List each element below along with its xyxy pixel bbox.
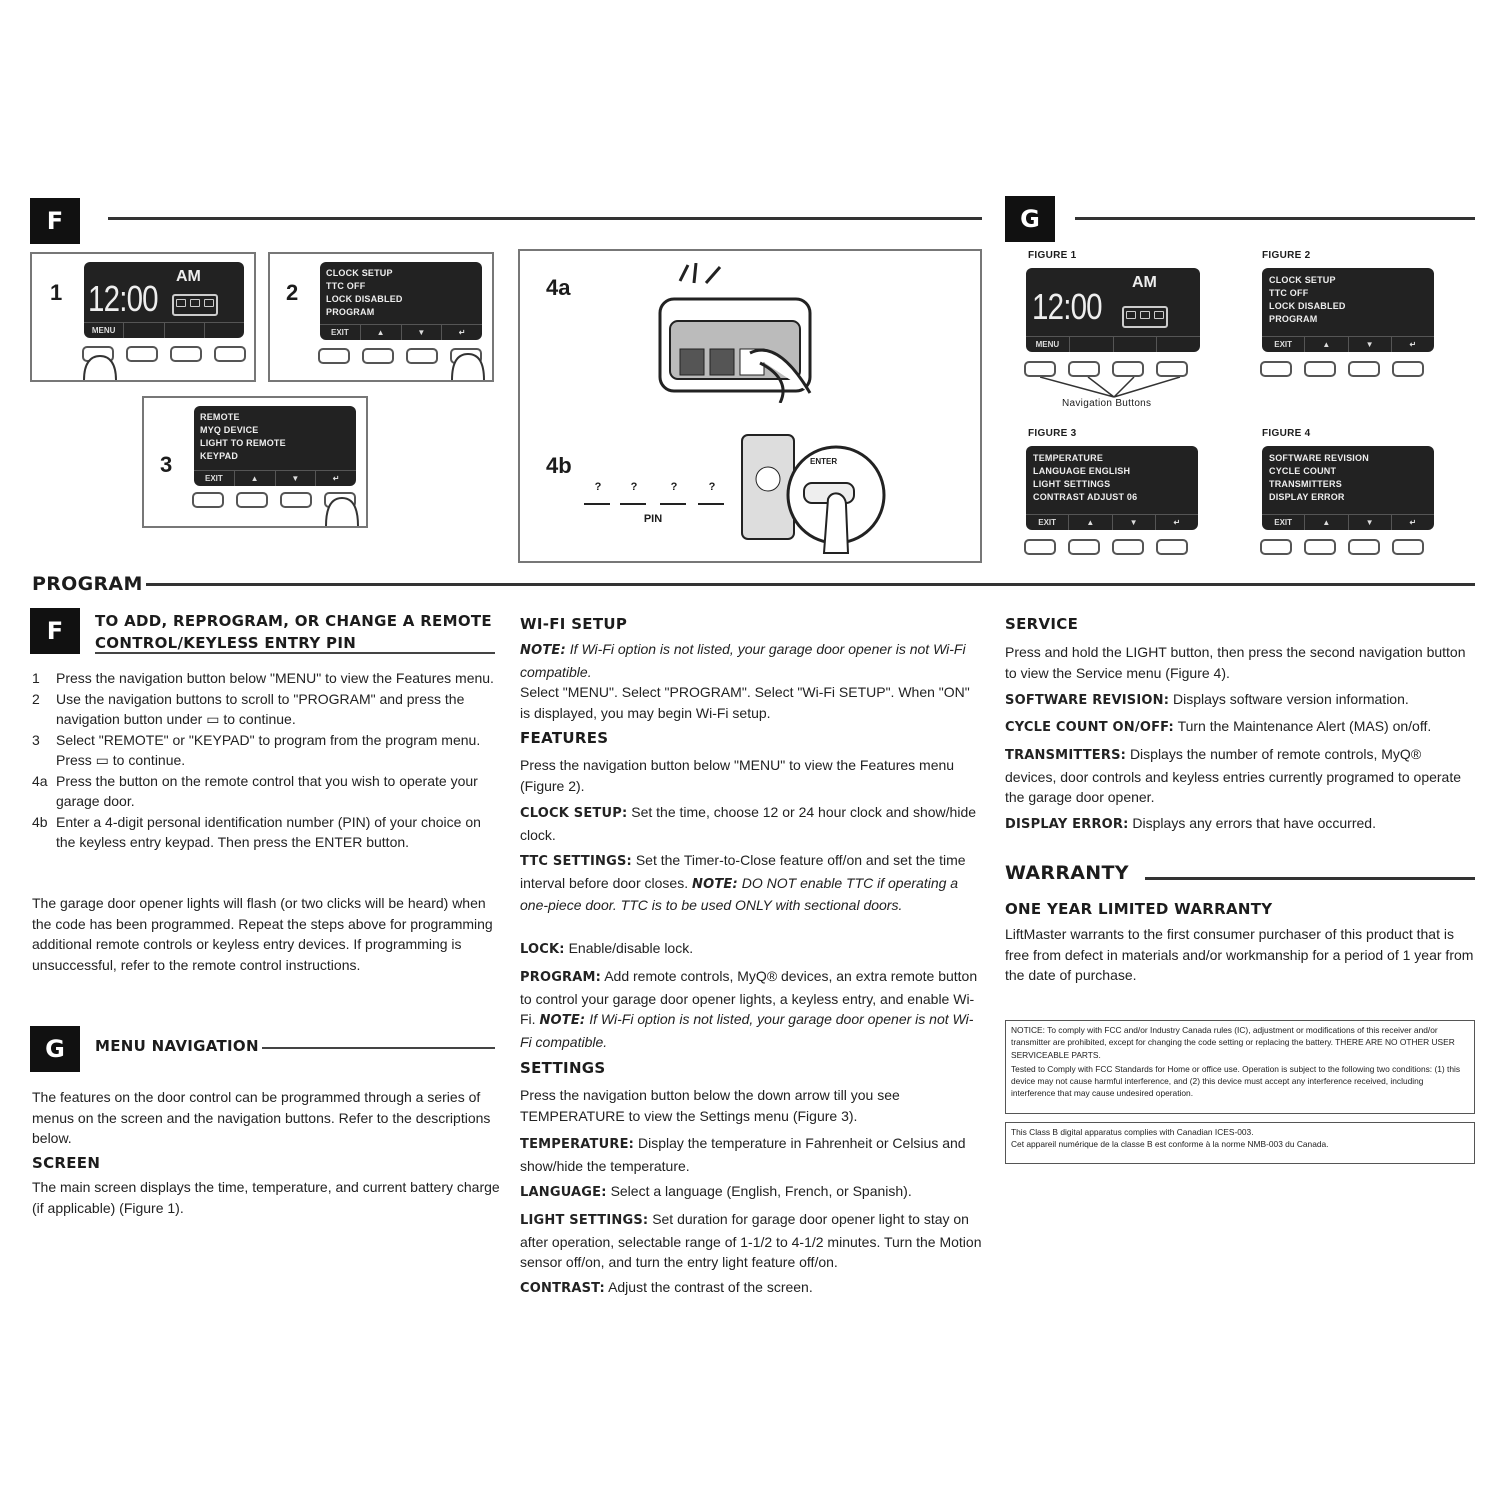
pin-label: PIN <box>643 513 663 525</box>
lcd-exit-label: EXIT <box>320 325 361 340</box>
contrast-item: CONTRAST: Adjust the contrast of the screen. <box>520 1279 813 1296</box>
program-title: PROGRAM <box>32 573 143 595</box>
step-item: 2 Use the navigation buttons to scroll to "PROGRAM" and press the navigation button under ▭ to continue. <box>32 690 465 727</box>
program-steps-list <box>32 668 500 853</box>
enter-icon: ↵ <box>1409 518 1417 527</box>
col1-g-badge: G <box>30 1026 80 1072</box>
language-item: LANGUAGE: Select a language (English, French, or Spanish). <box>520 1183 912 1200</box>
lcd-line: TEMPERATURE <box>1033 453 1104 463</box>
enter-icon: ↵ <box>332 474 340 483</box>
nav-buttons-caption: Navigation Buttons <box>1062 398 1152 409</box>
clock-setup-item: CLOCK SETUP: Set the time, choose 12 or 24 hour clock and show/hide clock. <box>520 804 977 843</box>
step-item: 3 Select "REMOTE" or "KEYPAD" to program from the program menu. Press ▭ to continue. <box>32 731 481 768</box>
remote-control-hand-illustration <box>640 263 850 403</box>
step4a-number: 4a <box>546 275 571 300</box>
menu-navigation-heading: MENU NAVIGATION <box>95 1037 259 1055</box>
step2-number: 2 <box>286 280 299 305</box>
lcd-nav-bar <box>1262 514 1434 530</box>
f-heading-line1: TO ADD, REPROGRAM, OR CHANGE A REMOTE <box>95 612 492 630</box>
lcd-exit-label: EXIT <box>1262 337 1305 352</box>
step-item: 1 Press the navigation button below "MENU" to view the Features menu. <box>32 670 494 686</box>
f-heading-line2: CONTROL/KEYLESS ENTRY PIN <box>95 634 357 652</box>
lcd-nav-bar <box>1262 336 1434 352</box>
col1-f-badge: F <box>30 608 80 654</box>
nav-buttons <box>1024 361 1188 377</box>
lcd-line: PROGRAM <box>326 307 375 317</box>
pin-blank <box>620 503 646 505</box>
enter-icon: ↵ <box>458 328 466 337</box>
lcd-line: CYCLE COUNT <box>1269 466 1337 476</box>
ttc-settings-item: TTC SETTINGS: Set the Timer-to-Close feature off/on and set the time interval before door closes. NOTE: DO NOT enable TTC if operating a one-piece door. TTC is to be used ONLY with sectional doors. <box>520 852 966 913</box>
settings-text: Press the navigation button below the down arrow till you see TEMPERATURE to view the Settings menu (Figure 3). <box>520 1087 900 1124</box>
step-item: 4a Press the button on the remote control that you wish to operate your garage door. <box>32 772 478 809</box>
lcd-line: SOFTWARE REVISION <box>1269 453 1369 463</box>
warranty-text: LiftMaster warrants to the first consumer purchaser of this product that is free from defect in materials and/or workmanship for a period of 1 year from the date of purchase. <box>1005 926 1474 983</box>
step4b-number: 4b <box>546 453 572 478</box>
section-f-rule <box>108 217 982 220</box>
lcd-line: CLOCK SETUP <box>326 268 393 278</box>
wifi-heading: WI-FI SETUP <box>520 615 628 633</box>
light-settings-item: LIGHT SETTINGS: Set duration for garage door opener light to stay on after operation, selectable range of 1-1/2 to 4-1/2 minutes. Turn the Motion sensor off/on, and turn the entry light feature off/on. <box>520 1211 982 1270</box>
step3-figure <box>142 396 368 528</box>
warranty-subheading: ONE YEAR LIMITED WARRANTY <box>1005 900 1273 918</box>
nav-buttons <box>1024 539 1188 555</box>
lcd-line: TTC OFF <box>326 281 366 291</box>
figure4-title: FIGURE 4 <box>1262 428 1311 439</box>
lcd-time: 12:00 <box>88 278 158 319</box>
menu-navigation-intro: The features on the door control can be programmed through a series of menus on the screen and the navigation buttons. Refer to the descriptions below. <box>32 1089 491 1146</box>
service-heading: SERVICE <box>1005 615 1079 633</box>
down-arrow-icon: ▼ <box>1349 337 1392 352</box>
lcd-program-screen <box>194 406 356 486</box>
transmitters-item: TRANSMITTERS: Displays the number of remote controls, MyQ® devices, door controls and keyless entries currently programed to operate the garage door opener. <box>1005 746 1462 805</box>
program-item: PROGRAM: Add remote controls, MyQ® devices, an extra remote button to control your garage door opener lights, a keyless entry, and enable Wi-Fi. NOTE: If Wi-Fi option is not listed, your garage door opener is not Wi-Fi compatible. <box>520 968 978 1050</box>
pin-digit: ? <box>670 481 678 493</box>
lcd-line: LIGHT SETTINGS <box>1033 479 1111 489</box>
lcd-menu-label: MENU <box>84 323 124 338</box>
lcd-home-screen <box>84 262 244 338</box>
enter-icon: ↵ <box>1173 518 1181 527</box>
canada-en-text: This Class B digital apparatus complies with Canadian ICES-003. <box>1011 1127 1254 1137</box>
nav-buttons <box>1260 361 1424 377</box>
program-rule <box>146 583 1475 586</box>
lcd-line: DISPLAY ERROR <box>1269 492 1345 502</box>
f-heading-rule <box>95 652 495 654</box>
cycle-count-item: CYCLE COUNT ON/OFF: Turn the Maintenance Alert (MAS) on/off. <box>1005 718 1432 735</box>
finger-press-icon <box>448 348 488 382</box>
warranty-rule <box>1145 877 1475 880</box>
up-arrow-icon: ▲ <box>1305 337 1348 352</box>
features-text: Press the navigation button below "MENU" to view the Features menu (Figure 2). <box>520 757 955 794</box>
up-arrow-icon: ▲ <box>235 471 276 486</box>
service-text: Press and hold the LIGHT button, then press the second navigation button to view the Service menu (Figure 4). <box>1005 644 1466 681</box>
figure3-title: FIGURE 3 <box>1028 428 1077 439</box>
fcc-notice-box <box>1005 1020 1475 1114</box>
software-revision-item: SOFTWARE REVISION: Displays software version information. <box>1005 691 1409 708</box>
down-arrow-icon: ▼ <box>276 471 317 486</box>
pin-blank <box>698 503 724 505</box>
pin-digit: ? <box>630 481 638 493</box>
nav-buttons <box>1260 539 1424 555</box>
lcd-line: MYQ DEVICE <box>200 425 259 435</box>
section-f-badge: F <box>30 198 80 244</box>
enter-icon: ↵ <box>1409 340 1417 349</box>
lcd-line: LANGUAGE ENGLISH <box>1033 466 1131 476</box>
lcd-line: REMOTE <box>200 412 240 422</box>
fcc-tested-text: Tested to Comply with FCC Standards for Home or office use. Operation is subject to the following two conditions: (1) this device may not cause harmful interference, and (2) this device must accept any interference received, including interference that may cause undesired operation. <box>1011 1063 1461 1099</box>
down-arrow-icon: ▼ <box>1113 515 1156 530</box>
menu-navigation-rule <box>262 1047 495 1049</box>
lcd-line: TRANSMITTERS <box>1269 479 1342 489</box>
temperature-item: TEMPERATURE: Display the temperature in Fahrenheit or Celsius and show/hide the temperature. <box>520 1135 966 1174</box>
finger-press-icon <box>80 350 120 382</box>
lcd-nav-bar <box>1026 514 1198 530</box>
figure2-title: FIGURE 2 <box>1262 250 1311 261</box>
lcd-line: CLOCK SETUP <box>1269 275 1336 285</box>
features-heading: FEATURES <box>520 729 609 747</box>
figure1-lcd <box>1026 268 1200 352</box>
keypad-enter-key: ENTER <box>810 457 838 466</box>
lcd-ampm: AM <box>176 268 201 285</box>
lcd-nav-bar <box>84 322 244 338</box>
pin-blank <box>584 503 610 505</box>
lock-item: LOCK: Enable/disable lock. <box>520 940 694 957</box>
keypad-illustration <box>736 429 886 559</box>
settings-heading: SETTINGS <box>520 1059 606 1077</box>
canada-compliance-box <box>1005 1122 1475 1164</box>
after-steps-paragraph: The garage door opener lights will flash (or two clicks will be heard) when the code has been programmed. Repeat the steps above for programming additional remote controls or keyless entry devices. If programming is unsuccessful, refer to the remote control instructions. <box>32 895 493 973</box>
pin-blank <box>660 503 686 505</box>
down-arrow-icon: ▼ <box>1349 515 1392 530</box>
canada-fr-text: Cet appareil numérique de la classe B est conforme à la norme NMB-003 du Canada. <box>1011 1139 1329 1150</box>
lcd-exit-label: EXIT <box>194 471 235 486</box>
section-g-badge: G <box>1005 196 1055 242</box>
figure2-lcd <box>1262 268 1434 352</box>
battery-icon <box>172 294 218 316</box>
finger-press-icon <box>322 492 362 528</box>
pin-digit: ? <box>594 481 602 493</box>
lcd-features-screen <box>320 262 482 340</box>
step1-number: 1 <box>50 280 63 305</box>
lcd-line: CONTRAST ADJUST 06 <box>1033 492 1138 502</box>
display-error-item: DISPLAY ERROR: Displays any errors that have occurred. <box>1005 815 1376 832</box>
figure4-lcd <box>1262 446 1434 530</box>
lcd-line: LIGHT TO REMOTE <box>200 438 286 448</box>
down-arrow-icon: ▼ <box>402 325 443 340</box>
lcd-nav-bar <box>1026 336 1200 352</box>
up-arrow-icon: ▲ <box>1069 515 1112 530</box>
wifi-note: NOTE: If Wi-Fi option is not listed, your garage door opener is not Wi-Fi compatible. <box>520 641 966 680</box>
warranty-title: WARRANTY <box>1005 862 1129 884</box>
battery-icon <box>1122 306 1168 328</box>
screen-heading: SCREEN <box>32 1154 101 1172</box>
up-arrow-icon: ▲ <box>361 325 402 340</box>
lcd-time: 12:00 <box>1032 286 1102 327</box>
step-item: 4b Enter a 4-digit personal identification number (PIN) of your choice on the keyless entry keypad. Then press the ENTER button. <box>32 813 481 850</box>
wifi-text: Select "MENU". Select "PROGRAM". Select "Wi-Fi SETUP". When "ON" is displayed, you may begin Wi-Fi setup. <box>520 684 970 721</box>
lcd-line: TTC OFF <box>1269 288 1309 298</box>
section-g-rule <box>1075 217 1475 220</box>
screen-text: The main screen displays the time, temperature, and current battery charge (if applicable) (Figure 1). <box>32 1179 500 1216</box>
lcd-menu-label: MENU <box>1026 337 1070 352</box>
lcd-line: KEYPAD <box>200 451 239 461</box>
lcd-ampm: AM <box>1132 274 1157 291</box>
step1-figure <box>30 252 256 382</box>
lcd-exit-label: EXIT <box>1262 515 1305 530</box>
step2-figure <box>268 252 494 382</box>
up-arrow-icon: ▲ <box>1305 515 1348 530</box>
lcd-nav-bar <box>194 470 356 486</box>
lcd-line: LOCK DISABLED <box>1269 301 1346 311</box>
lcd-line: LOCK DISABLED <box>326 294 403 304</box>
figure1-title: FIGURE 1 <box>1028 250 1077 261</box>
lcd-exit-label: EXIT <box>1026 515 1069 530</box>
pin-digit: ? <box>708 481 716 493</box>
lcd-nav-bar <box>320 324 482 340</box>
step3-number: 3 <box>160 452 173 477</box>
step4-figure <box>518 249 982 563</box>
figure3-lcd <box>1026 446 1198 530</box>
fcc-notice-text: NOTICE: To comply with FCC and/or Industry Canada rules (IC), adjustment or modifications of this receiver and/or transmitter are prohibited, except for changing the code setting or replacing the battery. THERE ARE NO OTHER USER SERVICEABLE PARTS. <box>1011 1025 1455 1060</box>
lcd-line: PROGRAM <box>1269 314 1318 324</box>
